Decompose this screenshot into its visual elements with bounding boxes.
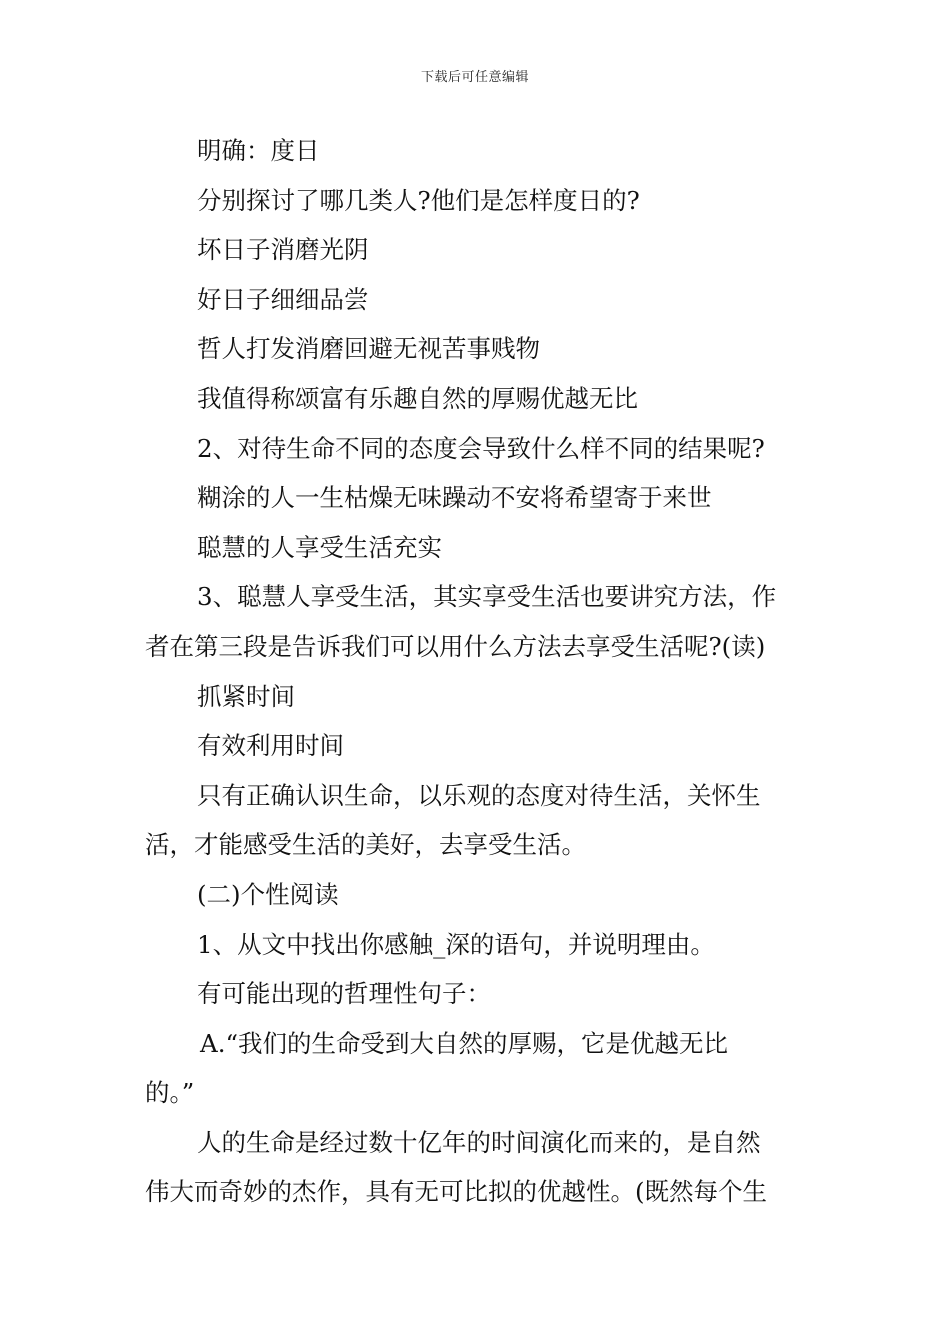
paragraph-5: 哲人打发消磨回避无视苦事贱物	[197, 334, 540, 364]
paragraph-11: 抓紧时间	[197, 681, 295, 711]
paragraph-2: 分别探讨了哪几类人?他们是怎样度日的?	[197, 185, 640, 215]
document-body	[145, 126, 810, 1217]
paragraph-10-continued: 者在第三段是告诉我们可以用什么方法去享受生活呢?(读)	[145, 631, 766, 661]
paragraph-12: 有效利用时间	[197, 731, 344, 761]
paragraph-16: 人的生命是经过数十亿年的时间演化而来的，是自然	[197, 1127, 761, 1157]
paragraph-15: 有可能出现的哲理性句子：	[197, 979, 491, 1009]
paragraph-7: 2、对待生命不同的态度会导致什么样不同的结果呢?	[197, 433, 765, 463]
paragraph-10: 3、聪慧人享受生活，其实享受生活也要讲究方法，作	[197, 582, 777, 612]
paragraph-13: 只有正确认识生命，以乐观的态度对待生活，关怀生	[197, 780, 761, 810]
paragraph-8: 糊涂的人一生枯燥无味躁动不安将希望寄于来世	[197, 483, 712, 513]
page-header: 下载后可任意编辑	[420, 70, 529, 85]
quote-a: A.“我们的生命受到大自然的厚赐，它是优越无比	[200, 1028, 729, 1058]
paragraph-16-continued: 伟大而奇妙的杰作，具有无可比拟的优越性。(既然每个生	[145, 1177, 768, 1207]
paragraph-4: 好日子细细品尝	[197, 284, 369, 314]
paragraph-1: 明确：度日	[197, 136, 320, 165]
paragraph-6: 我值得称颂富有乐趣自然的厚赐优越无比	[197, 383, 638, 413]
paragraph-13-continued: 活，才能感受生活的美好，去享受生活。	[145, 830, 586, 860]
paragraph-14: 1、从文中找出你感触_深的语句，并说明理由。	[197, 929, 715, 959]
section-heading: (二)个性阅读	[197, 879, 339, 909]
paragraph-9: 聪慧的人享受生活充实	[197, 532, 442, 562]
paragraph-3: 坏日子消磨光阴	[197, 235, 369, 265]
quote-a-continued: 的。”	[145, 1078, 195, 1108]
